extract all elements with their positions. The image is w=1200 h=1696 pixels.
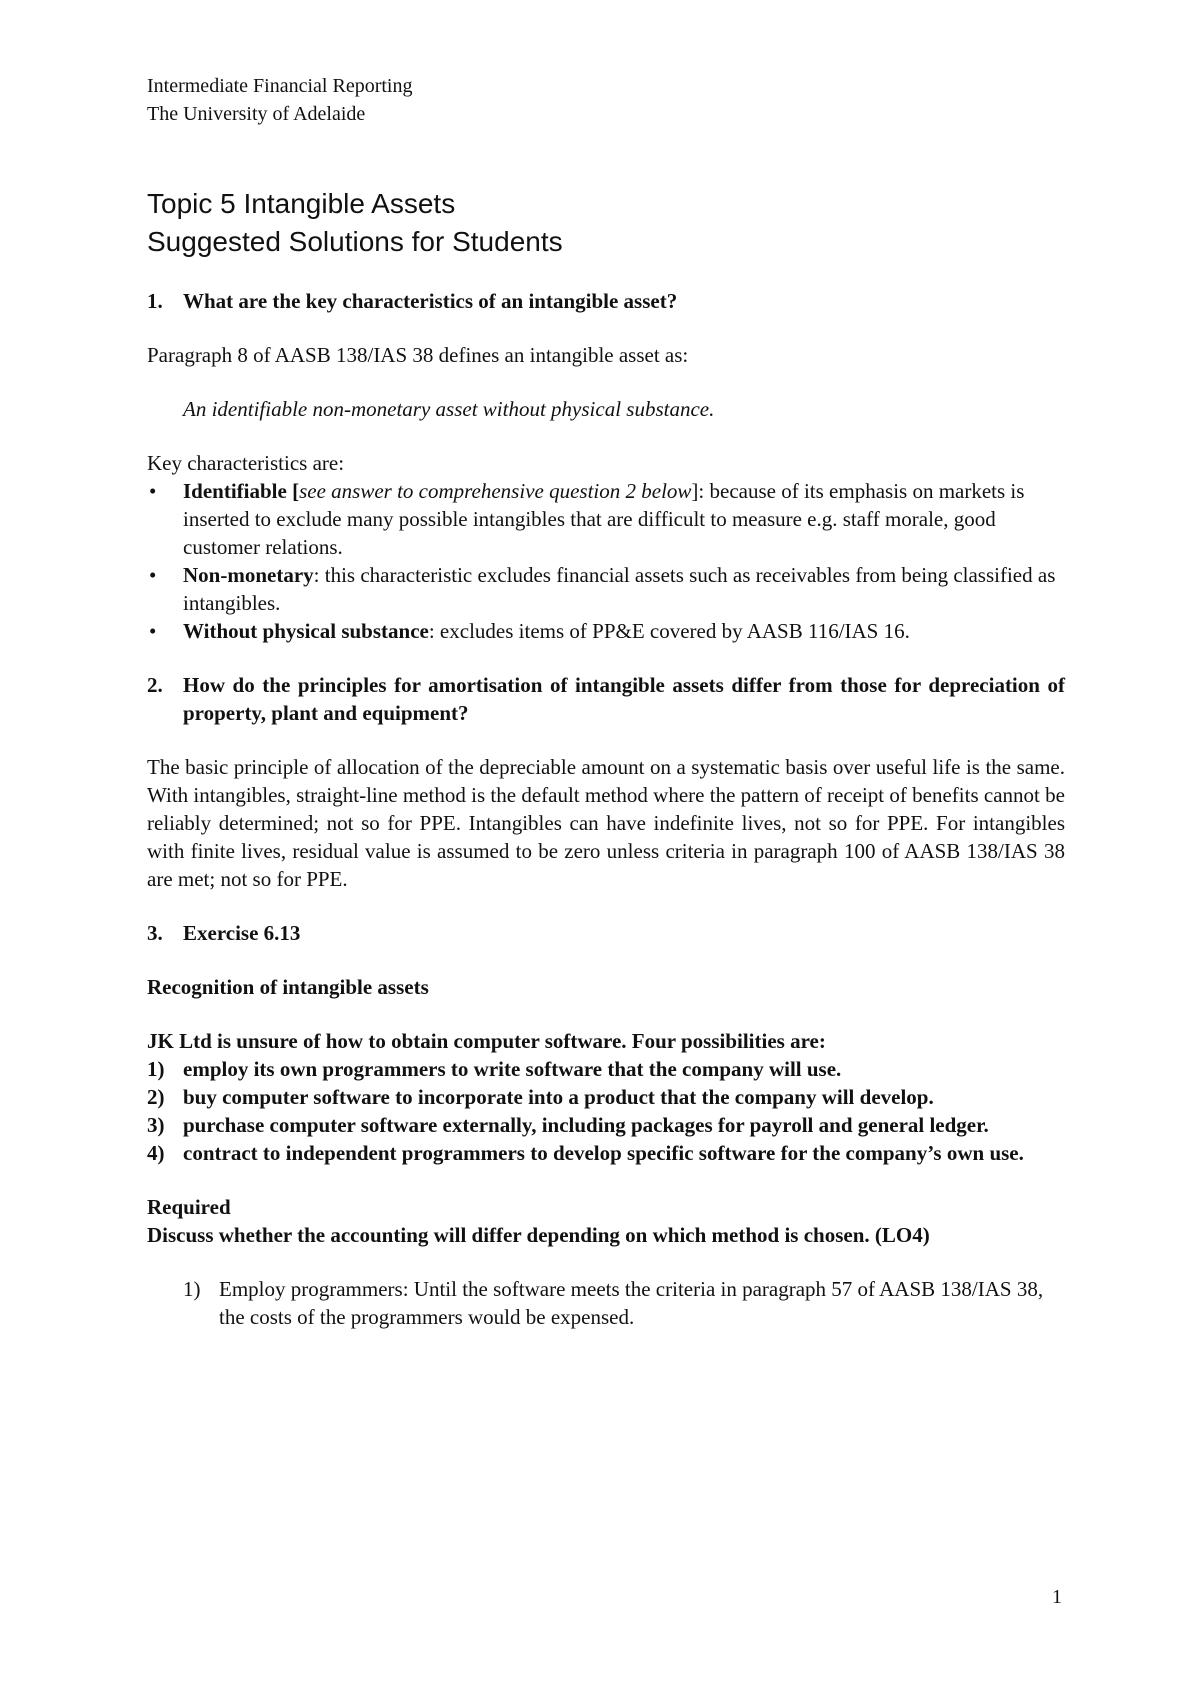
page-number: 1 <box>1052 1586 1062 1608</box>
required-label: Required <box>147 1195 231 1219</box>
option-text: buy computer software to incorporate into a product that the company will develop. <box>183 1085 934 1109</box>
university-name: The University of Adelaide <box>147 103 366 125</box>
answer-text: Employ programmers: Until the software meets the criteria in paragraph 57 of AASB 138/IAS 38, the costs of the programmers would be expensed. <box>219 1277 1044 1329</box>
bullet-icon <box>147 477 183 561</box>
bracket: ] <box>691 479 699 503</box>
description: : excludes items of PP&E covered by AASB 116/IAS 16. <box>428 619 910 643</box>
list-item <box>147 1139 1065 1167</box>
list-item <box>147 477 1065 561</box>
question-number: 2. <box>147 673 163 697</box>
term: Without physical substance <box>183 619 429 643</box>
q1-intro: Paragraph 8 of AASB 138/IAS 38 defines an intangible asset as: <box>147 343 689 367</box>
question-text: What are the key characteristics of an intangible asset? <box>183 289 678 313</box>
option-text: employ its own programmers to write software that the company will use. <box>183 1057 842 1081</box>
q2-answer: The basic principle of allocation of the depreciable amount on a systematic basis over useful life is the same. With intangibles, straight-line method is the default method where the pattern of receipt of benefits cannot be reliably determined; not so for PPE. Intangibles can have indefinite lives, not so for PPE. For intangibles with finite lives, residual value is assumed to be zero unless criteria in paragraph 100 of AASB 138/IAS 38 are met; not so for PPE. <box>147 755 1065 891</box>
software-options-list <box>147 1055 1065 1167</box>
option-number: 2) <box>147 1085 165 1109</box>
bullet-icon <box>147 617 183 645</box>
document-body <box>147 185 1065 1331</box>
description: : this characteristic excludes financial assets such as receivables from being classified as intangibles. <box>183 563 1056 615</box>
bracket: [ <box>286 479 300 503</box>
required-text: Discuss whether the accounting will differ depending on which method is chosen. (LO4) <box>147 1223 930 1247</box>
exercise-subtitle: Recognition of intangible assets <box>147 975 429 999</box>
intangible-definition: An identifiable non-monetary asset without physical substance. <box>183 397 715 421</box>
key-characteristics-label: Key characteristics are: <box>147 451 345 475</box>
exercise-intro: JK Ltd is unsure of how to obtain computer software. Four possibilities are: <box>147 1029 826 1053</box>
term: Identifiable <box>183 479 287 503</box>
question-number: 3. <box>147 921 163 945</box>
question-1-heading <box>147 287 1065 315</box>
option-text: contract to independent programmers to develop specific software for the company’s own use. <box>183 1141 1024 1165</box>
question-number: 1. <box>147 289 163 313</box>
list-item <box>147 617 1065 645</box>
list-item <box>147 1055 1065 1083</box>
question-3-heading <box>147 919 1065 947</box>
question-text: How do the principles for amortisation of intangible assets differ from those for depreciation of property, plant and equipment? <box>183 673 1065 725</box>
exercise-title: Exercise 6.13 <box>183 921 301 945</box>
answer-item <box>147 1275 1065 1331</box>
answer-number: 1) <box>183 1277 201 1301</box>
option-number: 4) <box>147 1141 165 1165</box>
list-item <box>147 1111 1065 1139</box>
list-item <box>147 561 1065 617</box>
option-number: 1) <box>147 1057 165 1081</box>
question-2-heading <box>147 671 1065 727</box>
document-header <box>147 72 412 128</box>
characteristics-list <box>147 477 1065 645</box>
course-name: Intermediate Financial Reporting <box>147 75 413 97</box>
term: Non-monetary <box>183 563 314 587</box>
option-text: purchase computer software externally, including packages for payroll and general ledger. <box>183 1113 989 1137</box>
topic-subtitle: Suggested Solutions for Students <box>147 226 563 257</box>
bullet-icon <box>147 561 183 617</box>
list-item <box>147 1083 1065 1111</box>
reference-note: see answer to comprehensive question 2 below <box>299 479 692 503</box>
topic-title: Topic 5 Intangible Assets <box>147 188 456 219</box>
option-number: 3) <box>147 1113 165 1137</box>
description: : because of its emphasis on markets is inserted to exclude many possible intangibles that are difficult to measure e.g. staff morale, good customer relations. <box>183 479 1025 559</box>
